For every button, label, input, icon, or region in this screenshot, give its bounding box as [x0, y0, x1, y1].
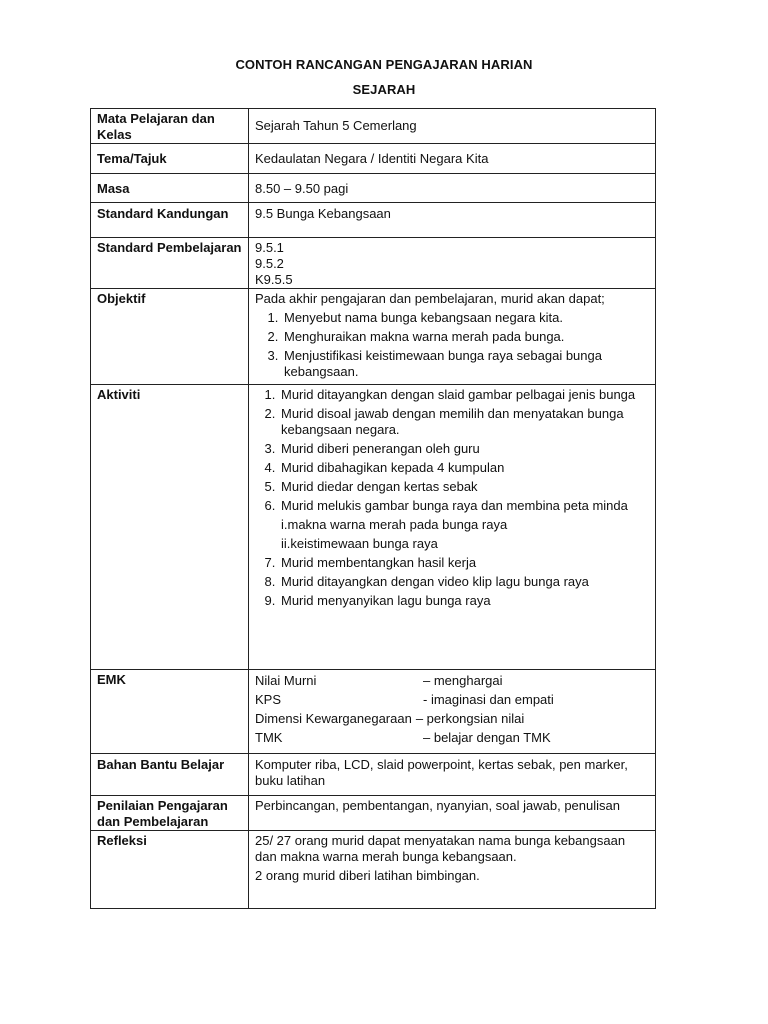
aktiviti-item: 1. Murid ditayangkan dengan slaid gambar pelbagai jenis bunga: [279, 387, 649, 403]
emk-item: [255, 711, 649, 727]
refleksi-line: 2 orang murid diberi latihan bimbingan.: [255, 868, 480, 883]
emk-key: Nilai Murni: [255, 673, 317, 688]
value-tema: Kedaulatan Negara / Identiti Negara Kita: [249, 144, 656, 174]
label-standard-kandungan: Standard Kandungan: [91, 203, 249, 238]
aktiviti-item: [279, 498, 649, 514]
row-refleksi: [91, 831, 656, 909]
objektif-intro: Pada akhir pengajaran dan pembelajaran, murid akan dapat;: [255, 291, 605, 306]
label-tema: Tema/Tajuk: [91, 144, 249, 174]
row-standard-pembelajaran: [91, 238, 656, 289]
label-penilaian: Penilaian Pengajaran dan Pembelajaran: [91, 796, 249, 831]
row-tema: [91, 144, 656, 174]
value-emk: [249, 670, 656, 754]
aktiviti-item: 2. Murid disoal jawab dengan memilih dan menyatakan bunga kebangsaan negara.: [279, 406, 649, 438]
aktiviti-item: 7. Murid membentangkan hasil kerja: [279, 555, 649, 571]
value-objektif: [249, 289, 656, 385]
emk-key: Dimensi Kewarganegaraan: [255, 711, 412, 726]
aktiviti-item-text: Murid melukis gambar bunga raya dan membina peta minda: [281, 498, 628, 513]
lesson-plan-table: [90, 108, 656, 909]
value-penilaian: Perbincangan, pembentangan, nyanyian, soal jawab, penulisan: [249, 796, 656, 831]
label-objektif: Objektif: [91, 289, 249, 385]
aktiviti-list: [255, 387, 649, 514]
aktiviti-sub-item: i.makna warna merah pada bunga raya: [281, 517, 508, 532]
sp-code: 9.5.2: [255, 256, 284, 271]
value-refleksi: [249, 831, 656, 909]
aktiviti-item: 3. Murid diberi penerangan oleh guru: [279, 441, 649, 457]
value-aktiviti: [249, 385, 656, 670]
label-masa: Masa: [91, 174, 249, 203]
aktiviti-sub-item: ii.keistimewaan bunga raya: [281, 536, 438, 551]
row-objektif: [91, 289, 656, 385]
label-bahan: Bahan Bantu Belajar: [91, 754, 249, 796]
value-standard-pembelajaran: [249, 238, 656, 289]
sp-code: 9.5.1: [255, 240, 284, 255]
value-masa: 8.50 – 9.50 pagi: [249, 174, 656, 203]
label-standard-pembelajaran: Standard Pembelajaran: [91, 238, 249, 289]
aktiviti-list-cont: [255, 555, 649, 609]
aktiviti-item: 5. Murid diedar dengan kertas sebak: [279, 479, 649, 495]
aktiviti-item: 9. Murid menyanyikan lagu bunga raya: [279, 593, 649, 609]
objektif-item: 1. Menyebut nama bunga kebangsaan negara kita.: [282, 310, 649, 326]
value-bahan: Komputer riba, LCD, slaid powerpoint, kertas sebak, pen marker, buku latihan: [249, 754, 656, 796]
label-emk: EMK: [91, 670, 249, 754]
emk-key: KPS: [255, 692, 282, 707]
aktiviti-item: 8. Murid ditayangkan dengan video klip lagu bunga raya: [279, 574, 649, 590]
aktiviti-item: 4. Murid dibahagikan kepada 4 kumpulan: [279, 460, 649, 476]
label-mata-pelajaran: Mata Pelajaran dan Kelas: [91, 109, 249, 144]
value-mata-pelajaran: Sejarah Tahun 5 Cemerlang: [249, 109, 656, 144]
emk-item: [255, 673, 649, 689]
document-title: CONTOH RANCANGAN PENGAJARAN HARIAN: [235, 57, 533, 72]
row-emk: [91, 670, 656, 754]
subject-heading: SEJARAH: [352, 82, 416, 97]
value-standard-kandungan: 9.5 Bunga Kebangsaan: [249, 203, 656, 238]
objektif-list: [255, 310, 649, 380]
emk-key: TMK: [255, 730, 283, 745]
row-bahan: [91, 754, 656, 796]
emk-item: [255, 692, 649, 708]
row-aktiviti: [91, 385, 656, 670]
objektif-item: 2. Menghuraikan makna warna merah pada bunga.: [282, 329, 649, 345]
row-standard-kandungan: [91, 203, 656, 238]
emk-value: – perkongsian nilai: [415, 711, 525, 726]
emk-value: – belajar dengan TMK: [423, 730, 551, 745]
emk-value: – menghargai: [423, 673, 503, 688]
emk-value: - imaginasi dan empati: [423, 692, 554, 707]
refleksi-line: 25/ 27 orang murid dapat menyatakan nama bunga kebangsaan dan makna warna merah bunga kebangsaan.: [255, 833, 626, 864]
emk-item: [255, 730, 649, 746]
objektif-item: 3. Menjustifikasi keistimewaan bunga raya sebagai bunga kebangsaan.: [282, 348, 649, 380]
sp-code: K9.5.5: [255, 272, 293, 287]
row-penilaian: [91, 796, 656, 831]
label-refleksi: Refleksi: [91, 831, 249, 909]
row-mata-pelajaran: [91, 109, 656, 144]
label-aktiviti: Aktiviti: [91, 385, 249, 670]
row-masa: [91, 174, 656, 203]
